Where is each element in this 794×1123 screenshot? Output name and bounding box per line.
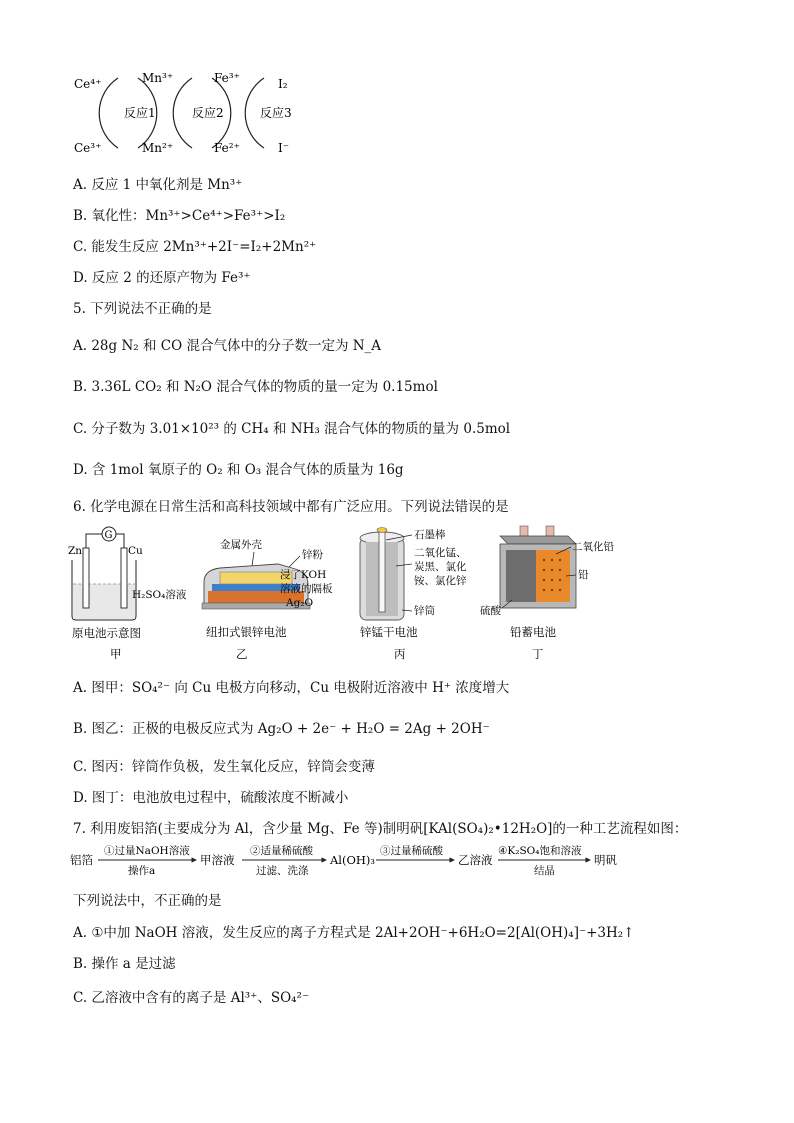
flow-step-solution-jia: 甲溶液 [200, 853, 235, 867]
q7-option-a: A. ①中加 NaOH 溶液，发生反应的离子方程式是 2Al+2OH⁻+6H₂O=2[Al(OH)₄]⁻+3H₂↑ [73, 925, 635, 941]
pb-plate [536, 550, 570, 602]
q5-option-d: D. 含 1mol 氧原子的 O₂ 和 O₃ 混合气体的质量为 16g [73, 462, 404, 478]
i2-label: I₂ [278, 77, 288, 91]
flow-operation-4: 结晶 [534, 865, 555, 877]
q5-option-b: B. 3.36L CO₂ 和 N₂O 混合气体的物质的量一定为 0.15mol [73, 379, 438, 395]
figure-yi-caption: 纽扣式银锌电池 [206, 625, 287, 639]
figure-ding-lead-acid [476, 524, 626, 664]
q5-option-a: A. 28g N₂ 和 CO 混合气体中的分子数一定为 N_A [73, 338, 382, 354]
redox-cycle-diagram [68, 66, 308, 160]
reaction-1-label: 反应1 [124, 106, 156, 120]
q6-option-c: C. 图丙：锌筒作负极，发生氧化反应，锌筒会变薄 [73, 759, 375, 775]
flow-step-aloh3: Al(OH)₃ [330, 853, 376, 867]
koh-separator-label-2: 溶液的隔板 [280, 583, 333, 595]
figure-yi-button-cell [198, 534, 350, 664]
h2so4-solution-label: H₂SO₄溶液 [132, 589, 187, 601]
mn3-label: Mn³⁺ [142, 71, 174, 85]
cu-electrode-label: Cu [128, 545, 143, 557]
reaction-2-label: 反应2 [192, 106, 224, 120]
ag2o-label: Ag₂O [286, 597, 314, 609]
figure-yi-tag: 乙 [236, 647, 248, 661]
q7-option-c: C. 乙溶液中含有的离子是 Al³⁺、SO₄²⁻ [73, 990, 310, 1006]
reaction-3-label: 反应3 [260, 106, 292, 120]
process-flow-diagram [70, 842, 670, 880]
plate-stack [506, 550, 536, 602]
cycle-arc-3 [173, 78, 192, 148]
figure-ding-tag: 丁 [532, 647, 544, 661]
q4-option-c: C. 能发生反应 2Mn³⁺+2I⁻=I₂+2Mn²⁺ [73, 239, 317, 255]
zn-electrode-label: Zn [68, 545, 83, 557]
q6-option-d: D. 图丁：电池放电过程中，硫酸浓度不断减小 [73, 790, 349, 806]
pb-label: 铅 [578, 569, 589, 581]
q5-option-c: C. 分子数为 3.01×10²³ 的 CH₄ 和 NH₃ 混合气体的物质的量为 0.5mol [73, 421, 511, 437]
paste-label-3: 铵、氯化锌 [414, 575, 467, 587]
zinc-can-label: 锌筒 [414, 605, 435, 617]
flow-reagent-3: ③过量稀硫酸 [380, 845, 443, 857]
figure-ding-caption: 铅蓄电池 [510, 625, 556, 639]
figure-bing-caption: 锌锰干电池 [360, 625, 418, 639]
zinc-powder-label: 锌粉 [302, 549, 323, 561]
flow-reagent-2: ②适量稀硫酸 [250, 845, 313, 857]
galvanometer-label: G [104, 530, 113, 541]
fe2-label: Fe²⁺ [214, 141, 240, 155]
figure-jia-caption: 原电池示意图 [72, 626, 141, 640]
koh-separator-label-1: 浸了KOH [280, 569, 327, 581]
flow-step-aluminum-foil: 铝箔 [70, 853, 93, 867]
flow-operation-1: 操作a [128, 865, 156, 877]
flow-reagent-1: ①过量NaOH溶液 [104, 845, 190, 857]
iminus-label: I⁻ [278, 141, 290, 155]
q4-option-d: D. 反应 2 的还原产物为 Fe³⁺ [73, 270, 251, 286]
fe3-label: Fe³⁺ [214, 71, 240, 85]
flow-step-alum: 明矾 [594, 853, 617, 867]
flow-step-solution-yi: 乙溶液 [458, 853, 493, 867]
ce4-label: Ce⁴⁺ [74, 77, 102, 91]
q4-option-b: B. 氧化性：Mn³⁺>Ce⁴⁺>Fe³⁺>I₂ [73, 208, 286, 224]
zn-electrode [83, 548, 89, 608]
q6-option-b: B. 图乙：正极的电极反应式为 Ag₂O + 2e⁻ + H₂O = 2Ag + 2OH⁻ [73, 721, 490, 737]
cycle-arc-1 [99, 78, 118, 148]
metal-shell-label: 金属外壳 [220, 539, 262, 551]
flow-operation-2: 过滤、洗涤 [256, 865, 309, 877]
figure-jia-tag: 甲 [110, 647, 122, 661]
mn2-label: Mn²⁺ [142, 141, 174, 155]
figure-bing-tag: 丙 [394, 647, 406, 661]
figure-bing-dry-cell [352, 524, 492, 664]
q5-stem: 5. 下列说法不正确的是 [73, 301, 212, 317]
pbo2-label: 二氧化铅 [572, 541, 614, 553]
graphite-rod-label: 石墨棒 [414, 529, 446, 541]
paste-label-2: 炭黑、氯化 [414, 561, 467, 573]
battery-lid [500, 536, 576, 544]
q6-option-a: A. 图甲：SO₄²⁻ 向 Cu 电极方向移动，Cu 电极附近溶液中 H⁺ 浓度增大 [73, 680, 510, 696]
q7-subquestion: 下列说法中，不正确的是 [73, 893, 222, 909]
q7-stem: 7. 利用废铝箔(主要成分为 Al，含少量 Mg、Fe 等)制明矾[KAl(SO₄)₂•12H₂O]的一种工艺流程如图： [73, 821, 688, 837]
q4-option-a: A. 反应 1 中氧化剂是 Mn³⁺ [73, 177, 243, 193]
cu-electrode [121, 548, 127, 608]
flow-reagent-4: ④K₂SO₄饱和溶液 [498, 845, 582, 857]
paste-label-1: 二氧化锰、 [414, 547, 467, 559]
sulfuric-acid-label: 硫酸 [480, 605, 501, 617]
ce3-label: Ce³⁺ [74, 141, 102, 155]
q6-stem: 6. 化学电源在日常生活和高科技领域中都有广泛应用。下列说法错误的是 [73, 499, 509, 515]
q7-option-b: B. 操作 a 是过滤 [73, 956, 176, 972]
graphite-rod [379, 530, 385, 612]
figure-jia-galvanic-cell [66, 524, 196, 664]
